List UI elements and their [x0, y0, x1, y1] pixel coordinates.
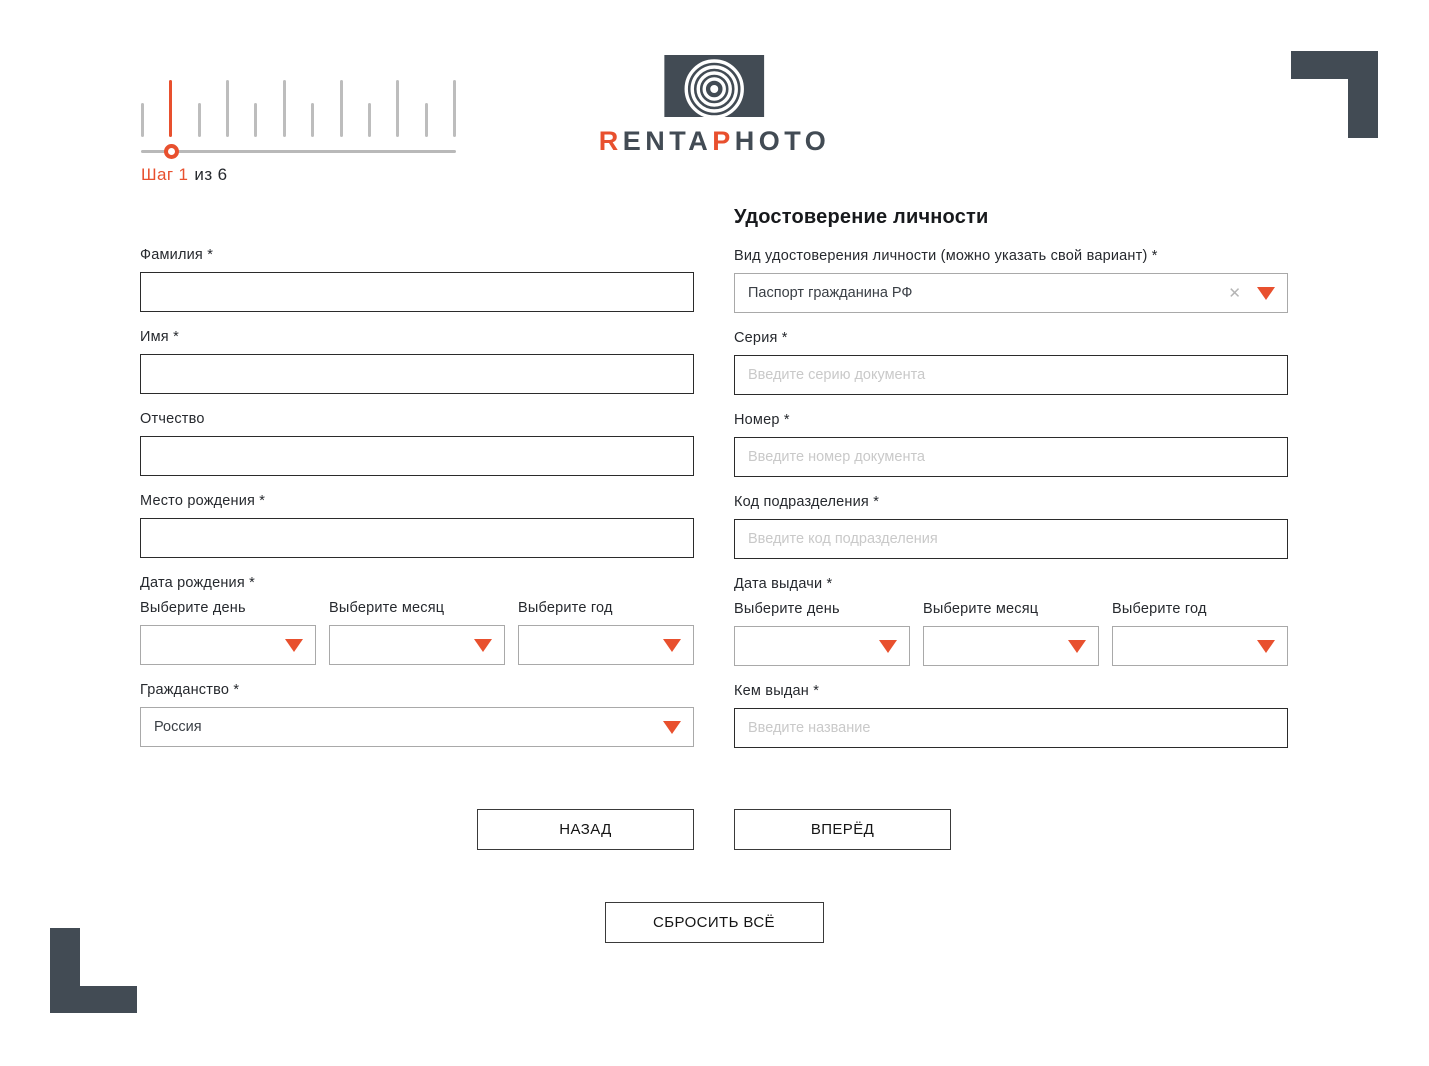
step-caption — [141, 165, 456, 185]
issued-by-input[interactable] — [734, 708, 1288, 748]
surname-input[interactable] — [140, 272, 694, 312]
birthdate-year-label: Выберите год — [518, 600, 613, 616]
series-label: Серия * — [734, 330, 788, 346]
brand-letters-enta: ENTA — [622, 126, 713, 156]
progress-tick-step2 — [226, 80, 229, 137]
issue-year-select[interactable] — [1112, 626, 1288, 666]
birthdate-year-select[interactable] — [518, 625, 694, 665]
chevron-down-icon[interactable] — [663, 721, 681, 734]
patronymic-group — [140, 411, 694, 476]
issue-year-group — [1112, 601, 1288, 666]
birthdate-group — [140, 575, 694, 665]
chevron-down-icon[interactable] — [663, 639, 681, 652]
issue-month-select[interactable] — [923, 626, 1099, 666]
step-caption-total: из 6 — [194, 165, 228, 184]
chevron-down-icon[interactable] — [1257, 640, 1275, 653]
number-input[interactable] — [734, 437, 1288, 477]
doc-type-group — [734, 248, 1288, 313]
citizenship-group — [140, 682, 694, 747]
firstname-label: Имя * — [140, 329, 179, 345]
division-code-label: Код подразделения * — [734, 494, 880, 510]
progress-tick-step5 — [396, 80, 399, 137]
issue-date-label: Дата выдачи * — [734, 576, 833, 592]
birthdate-label: Дата рождения * — [140, 575, 255, 591]
reset-row — [140, 902, 1288, 943]
progress-tick — [254, 103, 257, 137]
division-code-input[interactable] — [734, 519, 1288, 559]
patronymic-input[interactable] — [140, 436, 694, 476]
chevron-down-icon[interactable] — [1068, 640, 1086, 653]
progress-tick — [311, 103, 314, 137]
chevron-down-icon[interactable] — [285, 639, 303, 652]
progress-ruler — [141, 80, 456, 137]
corner-decoration-top-right — [1348, 51, 1378, 138]
wizard-nav-actions — [140, 809, 1288, 850]
birthdate-month-label: Выберите месяц — [329, 600, 445, 616]
birthdate-year-group — [518, 600, 694, 665]
surname-group — [140, 247, 694, 312]
birthdate-day-select[interactable] — [140, 625, 316, 665]
progress-tick-step6 — [453, 80, 456, 137]
forward-button[interactable]: ВПЕРЁД — [734, 809, 951, 850]
brand-letter-r: R — [598, 126, 623, 156]
series-group — [734, 330, 1288, 395]
firstname-input[interactable] — [140, 354, 694, 394]
birthplace-input[interactable] — [140, 518, 694, 558]
personal-data-column — [140, 206, 694, 748]
issue-year-label: Выберите год — [1112, 601, 1207, 617]
birthdate-day-group — [140, 600, 316, 665]
patronymic-label: Отчество — [140, 411, 205, 427]
birthdate-month-select[interactable] — [329, 625, 505, 665]
camera-lens-icon — [665, 55, 765, 117]
progress-tick — [425, 103, 428, 137]
reset-all-button[interactable]: СБРОСИТЬ ВСЁ — [605, 902, 824, 943]
step-progress — [141, 80, 456, 185]
issue-month-group — [923, 601, 1099, 666]
clear-icon[interactable]: ✕ — [1228, 284, 1241, 302]
issue-day-group — [734, 601, 910, 666]
issue-day-label: Выберите день — [734, 601, 840, 617]
series-input[interactable] — [734, 355, 1288, 395]
doc-type-select[interactable] — [734, 273, 1288, 313]
doc-type-value: Паспорт гражданина РФ — [748, 285, 913, 301]
progress-knob[interactable] — [164, 144, 179, 159]
chevron-down-icon[interactable] — [1257, 287, 1275, 300]
brand-letter-p: P — [712, 126, 735, 156]
progress-tick — [198, 103, 201, 137]
progress-tick-step1-active — [169, 80, 172, 137]
wizard-form — [140, 206, 1288, 943]
citizenship-label: Гражданство * — [140, 682, 240, 698]
issue-month-label: Выберите месяц — [923, 601, 1039, 617]
brand-logo — [599, 55, 831, 155]
step-caption-current: Шаг 1 — [141, 165, 189, 184]
chevron-down-icon[interactable] — [879, 640, 897, 653]
citizenship-select[interactable] — [140, 707, 694, 747]
surname-label: Фамилия * — [140, 247, 214, 263]
citizenship-value: Россия — [154, 719, 202, 735]
brand-wordmark — [599, 128, 831, 155]
issued-by-group — [734, 683, 1288, 748]
progress-track — [141, 150, 456, 153]
corner-decoration-bottom-left — [50, 986, 137, 1013]
brand-letters-hoto: HOTO — [734, 126, 831, 156]
issued-by-label: Кем выдан * — [734, 683, 820, 699]
progress-tick — [141, 103, 144, 137]
division-code-group — [734, 494, 1288, 559]
progress-tick-step3 — [283, 80, 286, 137]
progress-tick — [368, 103, 371, 137]
chevron-down-icon[interactable] — [474, 639, 492, 652]
back-button[interactable]: НАЗАД — [477, 809, 694, 850]
number-label: Номер * — [734, 412, 790, 428]
number-group — [734, 412, 1288, 477]
birthdate-month-group — [329, 600, 505, 665]
identity-document-column — [734, 206, 1288, 748]
birthplace-group — [140, 493, 694, 558]
issue-date-group — [734, 576, 1288, 666]
doc-type-label: Вид удостоверения личности (можно указать свой вариант) * — [734, 248, 1158, 264]
birthdate-day-label: Выберите день — [140, 600, 246, 616]
firstname-group — [140, 329, 694, 394]
issue-day-select[interactable] — [734, 626, 910, 666]
progress-tick-step4 — [340, 80, 343, 137]
identity-section-title: Удостоверение личности — [734, 206, 989, 228]
birthplace-label: Место рождения * — [140, 493, 266, 509]
